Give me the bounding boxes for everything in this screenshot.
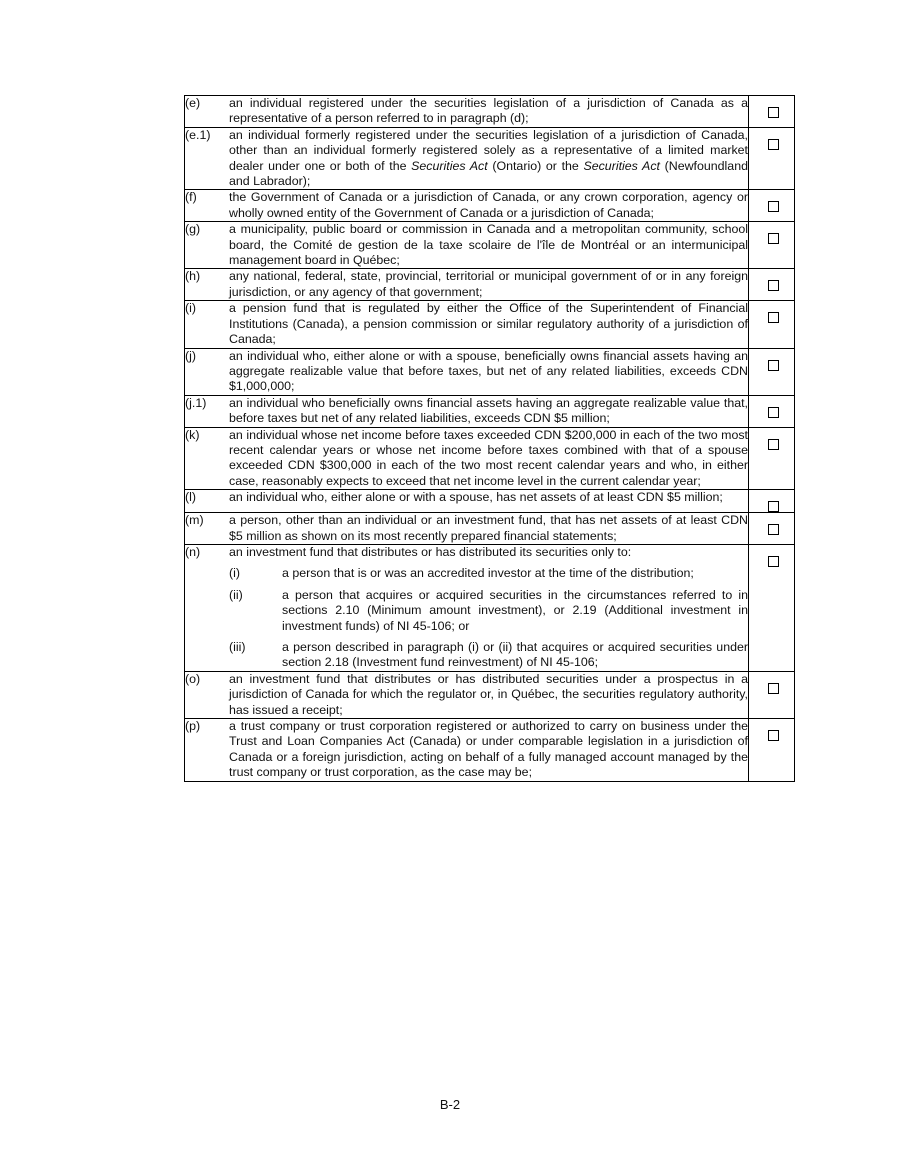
text-segment: (Ontario) or the bbox=[487, 158, 584, 173]
text-segment: an individual who beneficially owns financial assets having an aggregate realizable value that, before taxes but net of any related liabilities, exceeds CDN $5 million; bbox=[229, 395, 748, 426]
checkbox-cell bbox=[749, 190, 795, 222]
paragraph-text bbox=[229, 349, 748, 395]
criterion-content bbox=[185, 128, 748, 190]
checkbox-cell bbox=[749, 490, 795, 513]
checkbox-cell bbox=[749, 395, 795, 427]
paragraph-main bbox=[229, 269, 748, 300]
table-row bbox=[185, 490, 795, 513]
sub-item bbox=[229, 588, 748, 634]
paragraph-label: (e) bbox=[185, 96, 201, 110]
checkbox[interactable] bbox=[768, 233, 779, 244]
table-row bbox=[185, 96, 795, 128]
checkbox-cell bbox=[749, 269, 795, 301]
sub-item-label: (ii) bbox=[229, 587, 243, 602]
checkbox[interactable] bbox=[768, 524, 779, 535]
criterion-content bbox=[185, 428, 748, 490]
criterion-text-cell bbox=[185, 269, 749, 301]
criterion-content bbox=[185, 190, 748, 221]
paragraph-text bbox=[229, 128, 748, 190]
table-row bbox=[185, 719, 795, 782]
text-segment: an investment fund that distributes or has distributed securities under a prospectus in a jurisdiction of Canada for which the regulator or, in Québec, the securities regulatory authority, has issued a receipt; bbox=[229, 671, 748, 717]
text-segment: an individual formerly registered under the securities legislation of a jurisdiction of Canada, other than an individual formerly registered solely as a representative of a limited market dealer under one or both of the bbox=[229, 127, 748, 173]
sub-item-text: a person described in paragraph (i) or (ii) that acquires or acquired securities under section 2.18 (Investment fund reinvestment) of NI 45-106; bbox=[282, 640, 748, 670]
paragraph-text bbox=[229, 269, 748, 300]
paragraph-label: (h) bbox=[185, 269, 201, 284]
sub-item-label: (iii) bbox=[229, 640, 246, 654]
criterion-content bbox=[185, 301, 748, 347]
text-segment: a municipality, public board or commission in Canada and a metropolitan community, school board, the Comité de gestion de la taxe scolaire de l'île de Montréal or an intermunicipal management board in Québec; bbox=[229, 222, 748, 268]
checkbox-cell bbox=[749, 513, 795, 545]
paragraph-main bbox=[229, 396, 748, 427]
criterion-text-cell bbox=[185, 127, 749, 190]
paragraph-label: (f) bbox=[185, 190, 197, 205]
text-segment: a trust company or trust corporation registered or authorized to carry on business under the Trust and Loan Companies Act (Canada) or under comparable legislation in a jurisdiction of Canada or a foreign jurisdiction, acting on behalf of a fully managed account managed by the trust company or trust corporation, as the case may be; bbox=[229, 719, 748, 780]
text-segment: the Government of Canada or a jurisdiction of Canada, or any crown corporation, agency or wholly owned entity of the Government of Canada or a jurisdiction of Canada; bbox=[229, 190, 748, 220]
checkbox-cell bbox=[749, 348, 795, 395]
checkbox[interactable] bbox=[768, 501, 779, 512]
sub-item-text: a person that is or was an accredited investor at the time of the distribution; bbox=[282, 566, 694, 581]
paragraph-label: (o) bbox=[185, 671, 201, 686]
criterion-text-cell bbox=[185, 513, 749, 545]
checkbox[interactable] bbox=[768, 556, 779, 567]
checkbox[interactable] bbox=[768, 439, 779, 450]
paragraph-text bbox=[229, 428, 748, 490]
text-segment: (Newfoundland and Labrador); bbox=[229, 158, 748, 189]
paragraph-label: (e.1) bbox=[185, 127, 211, 142]
checkbox-cell bbox=[749, 544, 795, 671]
checkbox[interactable] bbox=[768, 360, 779, 371]
criterion-text-cell bbox=[185, 348, 749, 395]
paragraph-text bbox=[229, 396, 748, 427]
paragraph-main bbox=[229, 128, 748, 190]
paragraph-main bbox=[229, 222, 748, 268]
paragraph-label: (n) bbox=[185, 544, 201, 559]
checkbox[interactable] bbox=[768, 683, 779, 694]
table-row bbox=[185, 513, 795, 545]
table-row bbox=[185, 395, 795, 427]
checkbox[interactable] bbox=[768, 312, 779, 323]
page-number: B-2 bbox=[439, 1097, 461, 1112]
sub-item bbox=[229, 566, 748, 581]
sub-item-label: (i) bbox=[229, 566, 241, 581]
accredited-investor-table bbox=[184, 95, 795, 782]
criterion-content bbox=[185, 672, 748, 718]
criterion-content bbox=[185, 222, 748, 268]
table-row bbox=[185, 222, 795, 269]
text-segment: a person, other than an individual or an investment fund, that has net assets of at least CDN $5 million as shown on its most recently prepared financial statements; bbox=[229, 513, 748, 543]
paragraph-text bbox=[229, 222, 748, 268]
table-row bbox=[185, 269, 795, 301]
paragraph-text bbox=[229, 96, 748, 127]
paragraph-label: (i) bbox=[185, 301, 197, 316]
paragraph-label: (l) bbox=[185, 490, 197, 505]
paragraph-text bbox=[229, 672, 748, 718]
checkbox[interactable] bbox=[768, 407, 779, 418]
text-segment: an individual whose net income before taxes exceeded CDN $200,000 in each of the two most recent calendar years or whose net income before taxes combined with that of a spouse exceeded CDN $300,000 in each of the two most recent calendar years and who, in either case, reasonably expects to exceed that net income level in the current calendar year; bbox=[229, 427, 748, 488]
paragraph-text bbox=[229, 545, 748, 671]
criterion-content bbox=[185, 719, 748, 781]
criterion-text-cell bbox=[185, 544, 749, 671]
paragraph-main bbox=[229, 96, 748, 127]
paragraph-main bbox=[229, 672, 748, 718]
paragraph-text bbox=[229, 301, 748, 347]
criterion-text-cell bbox=[185, 427, 749, 490]
criterion-text-cell bbox=[185, 190, 749, 222]
paragraph-main bbox=[229, 428, 748, 490]
checkbox-cell bbox=[749, 671, 795, 718]
paragraph-main bbox=[229, 190, 748, 221]
criterion-text-cell bbox=[185, 490, 749, 513]
checkbox-cell bbox=[749, 222, 795, 269]
criterion-text-cell bbox=[185, 96, 749, 128]
criterion-text-cell bbox=[185, 671, 749, 718]
italic-act-name: Securities Act bbox=[411, 158, 488, 173]
text-segment: a pension fund that is regulated by either the Office of the Superintendent of Financial Institutions (Canada), a pension commission or similar regulatory authority of a jurisdiction of Canada; bbox=[229, 301, 748, 347]
checkbox[interactable] bbox=[768, 201, 779, 212]
sub-item bbox=[229, 640, 748, 671]
checkbox[interactable] bbox=[768, 107, 779, 118]
checkbox[interactable] bbox=[768, 280, 779, 291]
criterion-text-cell bbox=[185, 222, 749, 269]
text-segment: an individual registered under the securities legislation of a jurisdiction of Canada as a representative of a person referred to in paragraph (d); bbox=[229, 96, 748, 126]
criterion-content bbox=[185, 349, 748, 395]
criterion-content bbox=[185, 545, 748, 671]
checkbox-cell bbox=[749, 96, 795, 128]
paragraph-label: (m) bbox=[185, 513, 204, 528]
criterion-content bbox=[185, 96, 748, 127]
paragraph-main bbox=[229, 301, 748, 347]
paragraph-main bbox=[229, 545, 748, 560]
checkbox-cell bbox=[749, 127, 795, 190]
table-row bbox=[185, 127, 795, 190]
paragraph-label: (g) bbox=[185, 222, 201, 237]
text-segment: an individual who, either alone or with a spouse, has net assets of at least CDN $5 million; bbox=[229, 490, 723, 505]
paragraph-text bbox=[229, 513, 748, 544]
checkbox-cell bbox=[749, 427, 795, 490]
paragraph-label: (p) bbox=[185, 719, 201, 734]
criterion-text-cell bbox=[185, 395, 749, 427]
paragraph-text bbox=[229, 190, 748, 221]
paragraph-main bbox=[229, 513, 748, 544]
criterion-content bbox=[185, 490, 748, 505]
paragraph-label: (j) bbox=[185, 348, 197, 363]
checkbox-cell bbox=[749, 301, 795, 348]
paragraph-text bbox=[229, 719, 748, 781]
criterion-content bbox=[185, 396, 748, 427]
criterion-content bbox=[185, 513, 748, 544]
criterion-text-cell bbox=[185, 719, 749, 782]
criterion-text-cell bbox=[185, 301, 749, 348]
italic-act-name: Securities Act bbox=[583, 158, 660, 173]
paragraph-main bbox=[229, 349, 748, 395]
paragraph-text bbox=[229, 490, 748, 505]
paragraph-label: (k) bbox=[185, 427, 200, 442]
checkbox[interactable] bbox=[768, 730, 779, 741]
sub-item-text: a person that acquires or acquired securities in the circumstances referred to in sections 2.10 (Minimum amount investment), or 2.19 (Additional investment in investment funds) of NI 45-106; or bbox=[282, 587, 748, 633]
table-row bbox=[185, 544, 795, 671]
paragraph-main bbox=[229, 490, 748, 505]
paragraph-main bbox=[229, 719, 748, 781]
table-row bbox=[185, 671, 795, 718]
paragraph-label: (j.1) bbox=[185, 395, 207, 410]
text-segment: an individual who, either alone or with a spouse, beneficially owns financial assets having an aggregate realizable value that before taxes, but net of any related liabilities, exceeds CDN $1,000,000; bbox=[229, 348, 748, 394]
text-segment: any national, federal, state, provincial, territorial or municipal government of or in any foreign jurisdiction, or any agency of that government; bbox=[229, 269, 748, 299]
table-row bbox=[185, 190, 795, 222]
checkbox[interactable] bbox=[768, 139, 779, 150]
table-body bbox=[185, 96, 795, 782]
text-segment: an investment fund that distributes or has distributed its securities only to: bbox=[229, 544, 632, 559]
criterion-content bbox=[185, 269, 748, 300]
table-row bbox=[185, 348, 795, 395]
table-row bbox=[185, 427, 795, 490]
checkbox-cell bbox=[749, 719, 795, 782]
table-row bbox=[185, 301, 795, 348]
